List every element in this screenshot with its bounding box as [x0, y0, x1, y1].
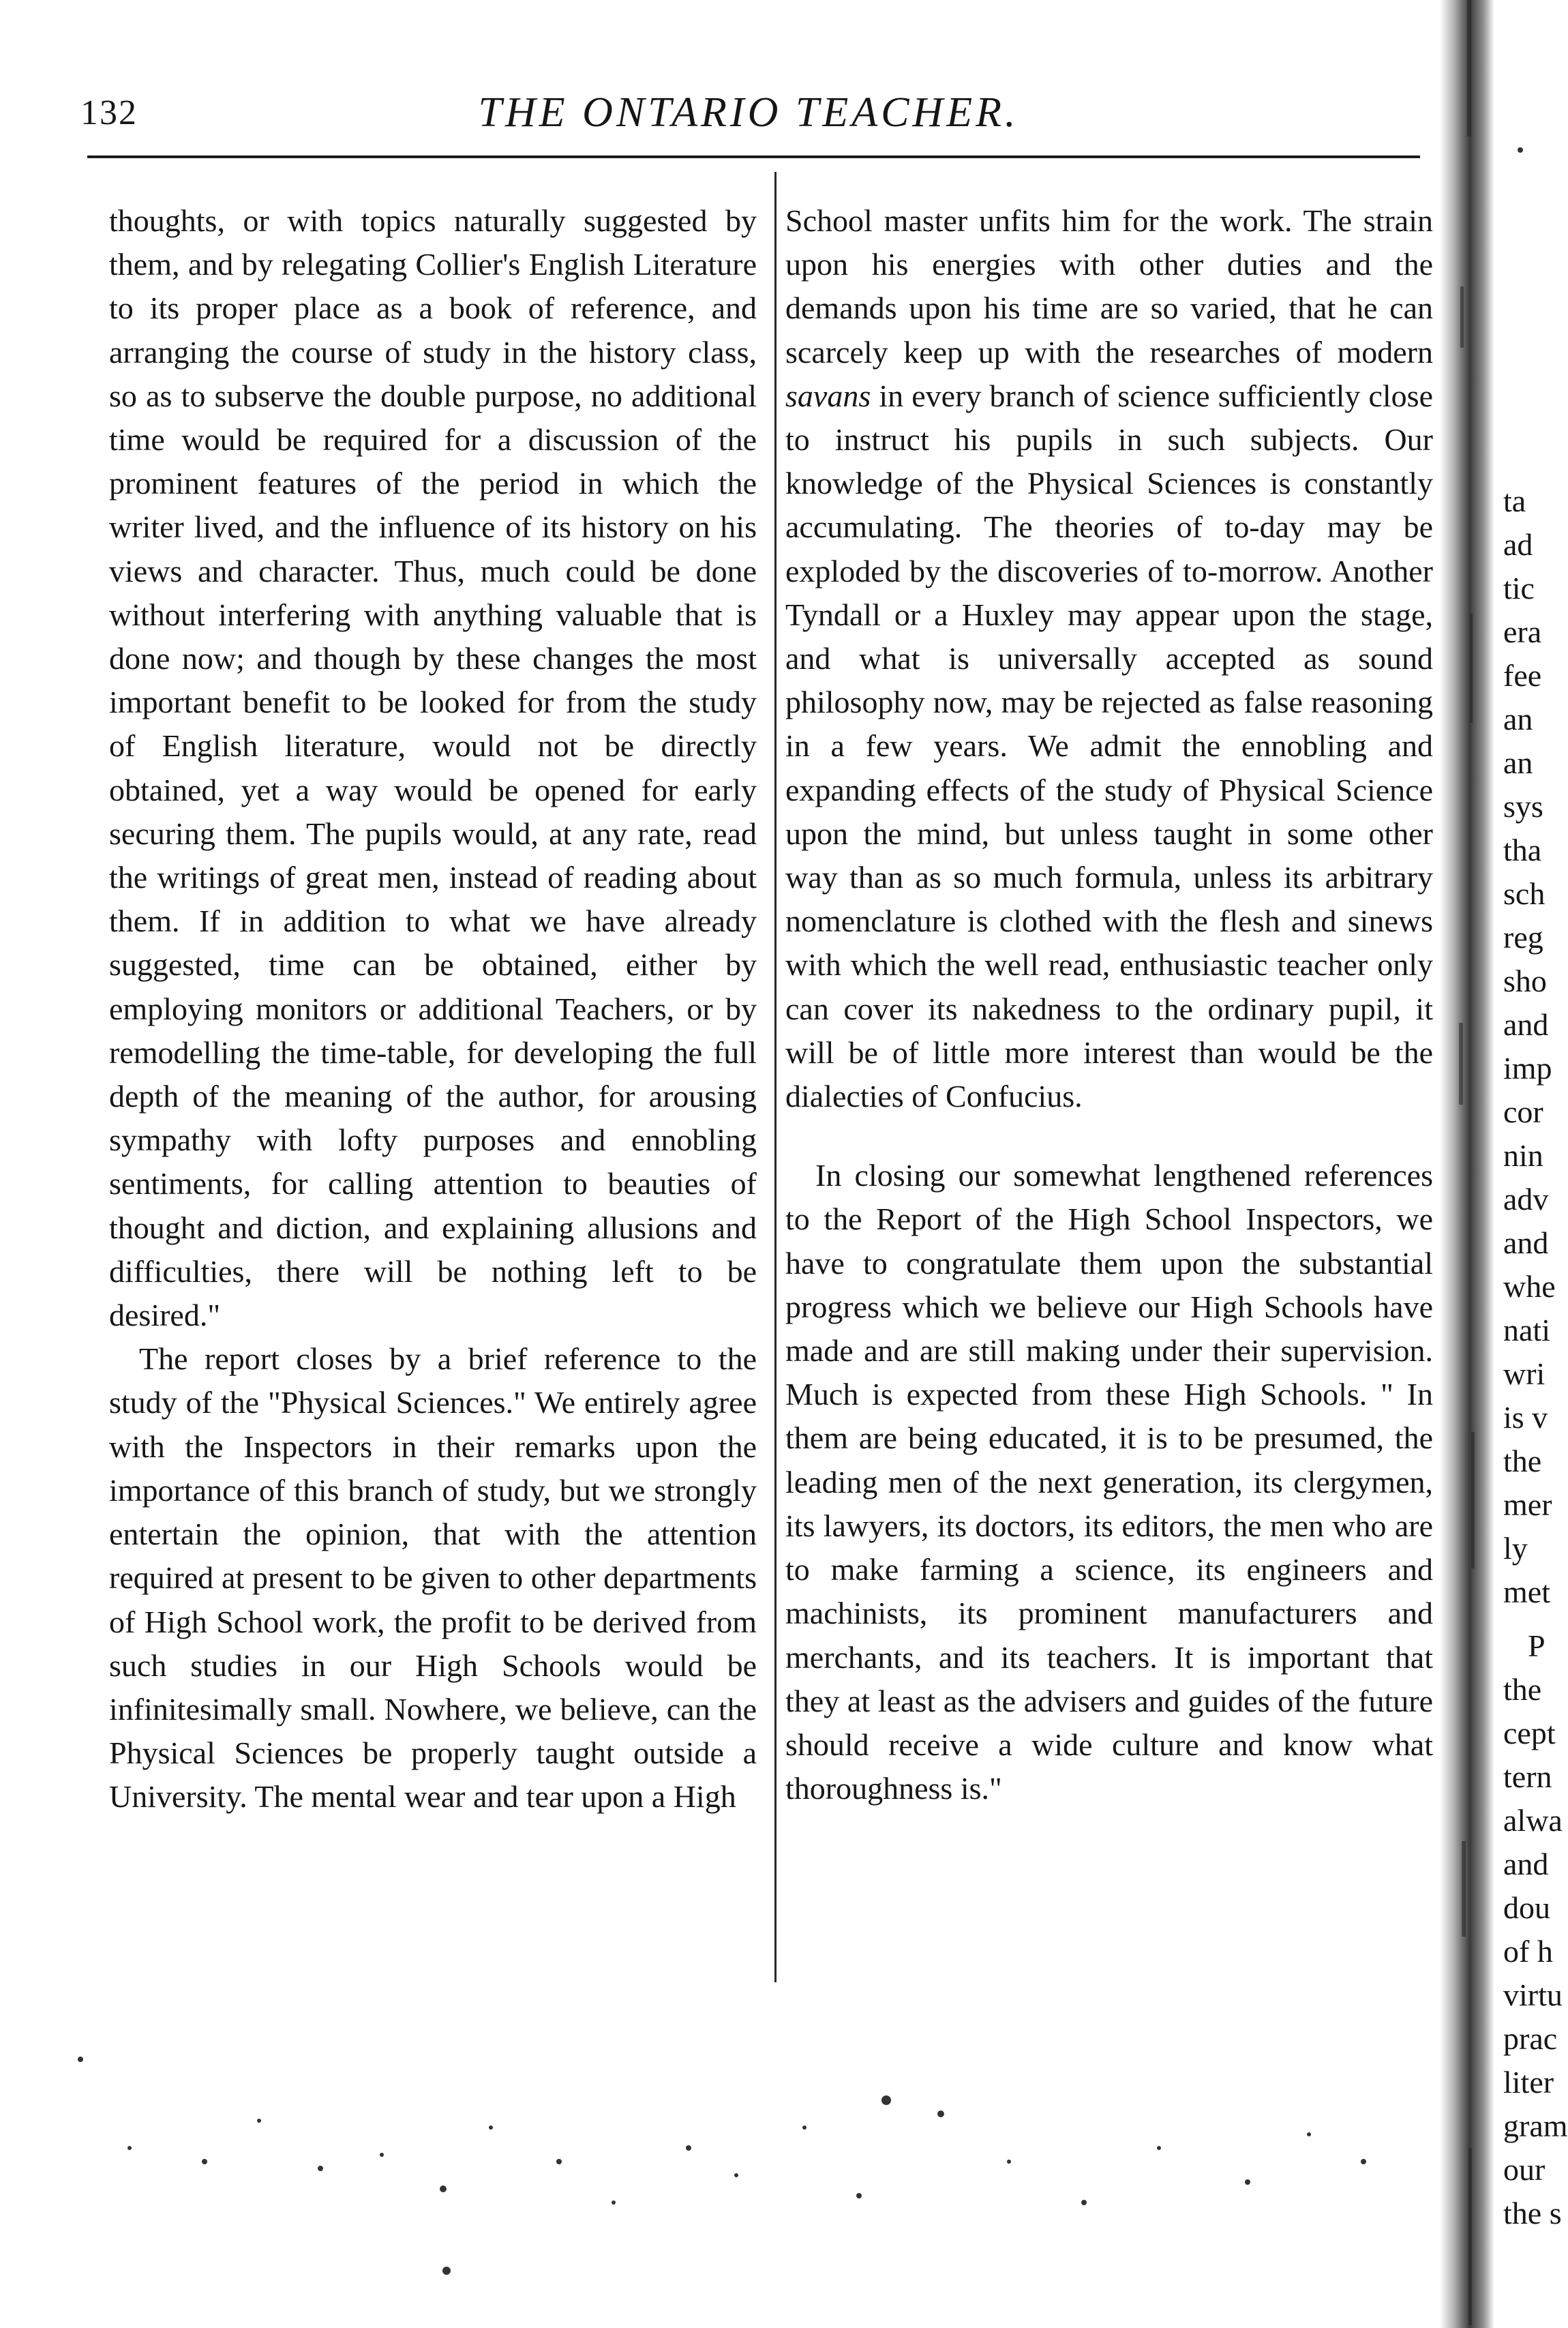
adjacent-page-line: cept	[1503, 1716, 1556, 1750]
adjacent-page-line: and	[1503, 1847, 1549, 1881]
adjacent-page-line: the	[1503, 1444, 1542, 1478]
left-paragraph-continued: thoughts, or with topics naturally suggested by them, and by relegating Collier's English Literature to its proper place as a book of reference, and arranging the course of study in the history class, so as to subserve the double purpose, no additional time would be required for a discussion of the prominent features of the period in which the writer lived, and the influence of its history on his views and character. Thus, much could be done without interfering with anything valuable that is done now; and though by these changes the most important benefit to be looked for from the study of English literature, would not be directly obtained, yet a way would be opened for early securing them. The pupils would, at any rate, read the writings of great men, instead of reading about them. If in addition to what we have already suggested, time can be obtained, either by employing monitors or additional Teachers, or by remodelling the time-table, for developing the full depth of the meaning of the author, for arousing sympathy with lofty purposes and ennobling sentiments, for calling attention to beauties of thought and diction, and explaining allusions and difficulties, there will be nothing left to be desired."	[109, 203, 757, 1333]
adjacent-page-line: an	[1503, 745, 1533, 780]
adjacent-page-line: sho	[1503, 964, 1547, 998]
adjacent-page-line: met	[1503, 1575, 1550, 1609]
adjacent-page-line: cor	[1503, 1094, 1543, 1129]
adjacent-page-line: wri	[1503, 1356, 1546, 1391]
adjacent-page-line: and	[1503, 1007, 1549, 1042]
adjacent-page-line: our	[1503, 2152, 1546, 2187]
right-p1-text-b: in every branch of science sufficiently close to instruct his pupils in such subjects. Our knowledge of the Physical Sciences is constantly accumulating. The theories of to-day may be exploded by the discoveries of to-morrow. Another Tyndall or a Huxley may appear upon the stage, and what is universally accepted as sound philosophy now, may be rejected as false reasoning in a few years. We admit the ennobling and expanding effects of the study of Physical Science upon the mind, but unless taught in some other way than as so much formula, unless its arbitrary nomenclature is clothed with the flesh and sinews with which the well read, enthusiastic teacher only can cover its nakedness to the ordinary pupil, it will be of little more interest than would be the dialecties of Confucius.	[785, 378, 1433, 1114]
adjacent-page-line: reg	[1503, 920, 1543, 955]
adjacent-page-line: gram	[1503, 2108, 1568, 2143]
adjacent-page-line: adv	[1503, 1182, 1549, 1217]
adjacent-page-line: sys	[1503, 789, 1543, 824]
adjacent-page-line: tha	[1503, 833, 1542, 867]
adjacent-page-line: ly	[1503, 1531, 1528, 1566]
adjacent-page-line: is v	[1503, 1400, 1548, 1435]
right-p1-italic-word: savans	[785, 378, 871, 413]
adjacent-page-line: prac	[1503, 2021, 1558, 2056]
adjacent-page-line: mer	[1503, 1487, 1552, 1522]
adjacent-page-line: virtu	[1503, 1978, 1563, 2012]
journal-title: THE ONTARIO TEACHER.	[478, 89, 1019, 136]
adjacent-page-line: whe	[1503, 1269, 1556, 1304]
adjacent-page-line: dou	[1503, 1890, 1550, 1925]
adjacent-page-line: era	[1503, 614, 1542, 649]
adjacent-page-line: nin	[1503, 1138, 1543, 1173]
page-number: 132	[80, 93, 138, 132]
right-paragraph-closing: In closing our somewhat lengthened references to the Report of the High School Inspectors, we have to congratulate them upon the substantial progress which we believe our High Schools have made and are still making under their supervision. Much is expected from these High Schools. " In them are being educated, it is to be presumed, the leading men of the next generation, its clergymen, its lawyers, its doctors, its editors, the men who are to make farming a science, its engineers and machinists, its prominent manufacturers and merchants, and its teachers. It is important that they at least as the advisers and guides of the future should receive a wide culture and know what thoroughness is."	[785, 1158, 1433, 1806]
left-paragraph-physical-sciences: The report closes by a brief reference to the study of the "Physical Sciences." We entirely agree with the Inspectors in their remarks upon the importance of this branch of study, but we strongly entertain the opinion, that with the attention required at present to be given to other departments of High School work, the profit to be derived from such studies in our High Schools would be infinitesimally small. Nowhere, we believe, can the Physical Sciences be properly taught outside a University. The mental wear and tear upon a High	[109, 1341, 757, 1815]
adjacent-page-line: ad	[1503, 527, 1533, 562]
adjacent-page-line: and	[1503, 1225, 1549, 1260]
right-p1-text-a: School master unfits him for the work. The strain upon his energies with other duties and the demands upon his time are so varied, that he can scarcely keep up with the researches of modern	[785, 203, 1433, 370]
adjacent-page-line: tic	[1503, 571, 1535, 606]
adjacent-page-line: tern	[1503, 1759, 1552, 1794]
adjacent-page-line: an	[1503, 702, 1533, 736]
adjacent-page-line: ta	[1503, 483, 1526, 518]
adjacent-page-line: liter	[1503, 2065, 1554, 2100]
adjacent-page-line: the s	[1503, 2196, 1562, 2230]
adjacent-page-line: nati	[1503, 1313, 1550, 1347]
adjacent-page-line: fee	[1503, 658, 1542, 693]
adjacent-page-line: of h	[1503, 1934, 1553, 1969]
adjacent-page-line: alwa	[1503, 1803, 1563, 1838]
adjacent-page-line: imp	[1503, 1051, 1552, 1086]
adjacent-page-line: P	[1528, 1628, 1546, 1663]
adjacent-page-line: sch	[1503, 876, 1546, 911]
adjacent-page-line: the	[1503, 1672, 1542, 1707]
